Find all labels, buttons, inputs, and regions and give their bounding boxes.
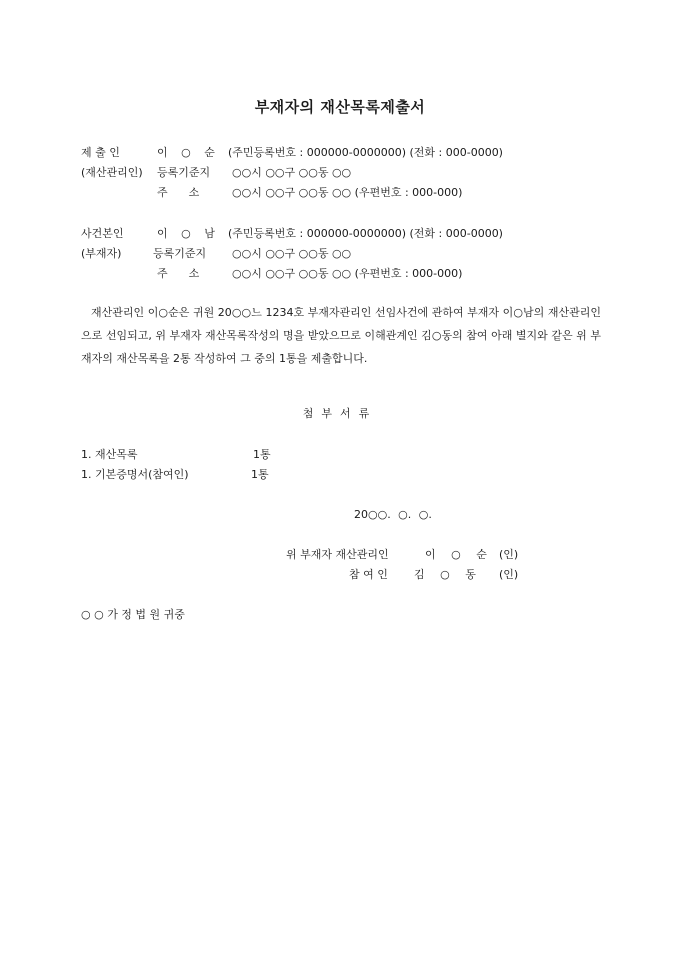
signature-label: 위 부재자 재산관리인 bbox=[286, 548, 389, 561]
document-date: 20○○. ○. ○. bbox=[354, 508, 432, 521]
principal-id-phone: (주민등록번호 : 000000-0000000) (전화 : 000-0000) bbox=[228, 227, 503, 240]
signature-name: 이 ○ 순 bbox=[425, 548, 487, 561]
principal-address-label: 주 소 bbox=[157, 267, 200, 280]
attachment-item-count: 1통 bbox=[253, 448, 271, 461]
submitter-address-value: ○○시 ○○구 ○○동 ○○ (우편번호 : 000-000) bbox=[232, 186, 463, 199]
court-addressee: ○ ○ 가 정 법 원 귀중 bbox=[81, 608, 185, 621]
principal-name: 이 ○ 남 bbox=[157, 227, 215, 240]
submitter-address-label: 주 소 bbox=[157, 186, 200, 199]
signature-seal: (인) bbox=[499, 568, 519, 581]
submitter-registry-label: 등록기준지 bbox=[157, 166, 211, 179]
submitter-registry-value: ○○시 ○○구 ○○동 ○○ bbox=[232, 166, 352, 179]
submitter-id-phone: (주민등록번호 : 000000-0000000) (전화 : 000-0000) bbox=[228, 146, 503, 159]
submitter-role-note: (재산관리인) bbox=[81, 166, 143, 179]
principal-role-note: (부재자) bbox=[81, 247, 122, 260]
attachment-item-label: 1. 기본증명서(참여인) bbox=[81, 468, 189, 481]
principal-role: 사건본인 bbox=[81, 227, 124, 240]
submitter-name: 이 ○ 순 bbox=[157, 146, 215, 159]
principal-registry-label: 등록기준지 bbox=[153, 247, 207, 260]
attachment-item-label: 1. 재산목록 bbox=[81, 448, 138, 461]
signature-seal: (인) bbox=[499, 548, 519, 561]
document-title: 부재자의 재산목록제출서 bbox=[254, 98, 426, 116]
submitter-role: 제 출 인 bbox=[81, 146, 120, 159]
body-paragraph: 재산관리인 이○순은 귀원 20○○느 1234호 부재자관리인 선임사건에 관하여 부재자 이○남의 재산관리인으로 선임되고, 위 부재자 재산목록작성의 명을 받았으므로 이해관계인 김○동의 참여 아래 별지와 같은 위 부재자의 재산목록을 2통 작성하여 그 중의 1통을 제출합니다. bbox=[81, 306, 601, 365]
attachment-item-count: 1통 bbox=[251, 468, 269, 481]
signature-name: 김 ○ 동 bbox=[414, 568, 476, 581]
principal-address-value: ○○시 ○○구 ○○동 ○○ (우편번호 : 000-000) bbox=[232, 267, 463, 280]
signature-label: 참 여 인 bbox=[349, 568, 388, 581]
attachments-heading: 첨부서류 bbox=[302, 407, 378, 420]
principal-registry-value: ○○시 ○○구 ○○동 ○○ bbox=[232, 247, 352, 260]
